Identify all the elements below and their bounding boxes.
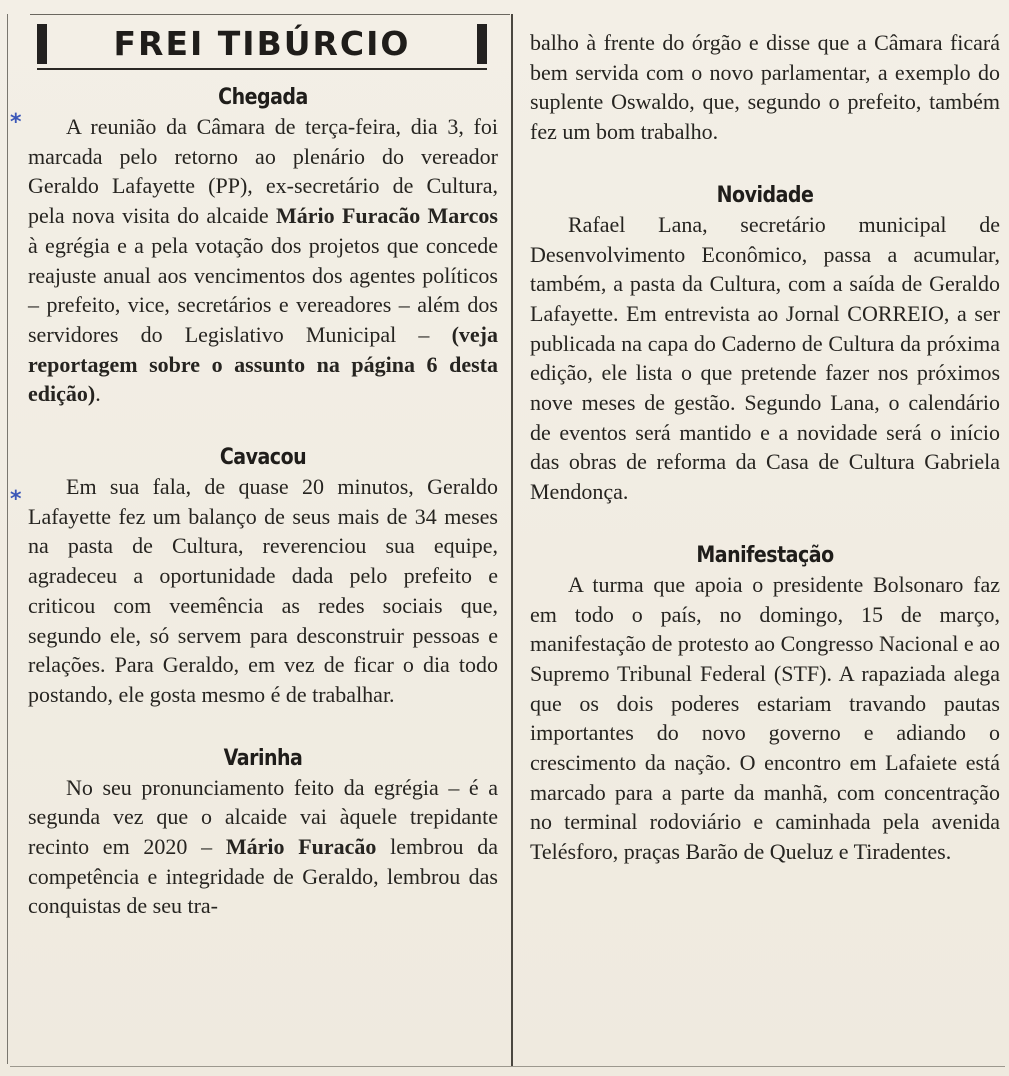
bold-name: Mário Furacão (225, 834, 377, 860)
right-column (530, 28, 1000, 867)
body-text: No seu pronunciamento feito da egrégia – é a segunda vez que o alcaide vai àquele trepidante recinto em 2020 – (28, 774, 498, 860)
section-body: A turma que apoia o presidente Bolsonaro faz em todo o país, no domingo, 15 de março, manifestação de protesto ao Congresso Nacional e ao Supremo Tribunal Federal (STF). A rapaziada alega que os dois poderes estariam travando pautas importantes do novo governo e adiando o crescimento da nação. O encontro em Lafaiete está marcado para a parte da manhã, com concentração no terminal rodoviário e caminhada pela avenida Telésforo, praças Barão de Queluz e Tiradentes. (530, 571, 1000, 865)
section-body (28, 112, 498, 409)
section-heading: Chegada (218, 84, 308, 110)
left-border-rule (7, 14, 8, 1064)
top-border-rule (30, 14, 510, 15)
masthead-left-bar (37, 24, 47, 64)
margin-asterisk-mark: * (10, 487, 22, 512)
section-manifestacao (530, 540, 1000, 867)
bold-reference: (veja reportagem sobre o assunto na página 6 desta edição) (28, 321, 498, 407)
section-body-continuation: balho à frente do órgão e disse que a Câmara ficará bem servida com o novo parlamentar, a exemplo do suplente Oswaldo, que, segundo o prefeito, também fez um bom trabalho. (530, 30, 1000, 145)
section-heading: Novidade (716, 182, 814, 208)
section-heading: Manifestação (696, 542, 834, 568)
margin-asterisk-mark: * (10, 110, 22, 135)
masthead-right-bar (477, 24, 487, 64)
section-cavacou (28, 442, 498, 710)
section-body: Rafael Lana, secretário municipal de Desenvolvimento Econômico, passa a acumular, também, a pasta da Cultura, com a saída de Geraldo Lafayette. Em entrevista ao Jornal CORREIO, a ser publicada na capa do Caderno de Cultura da próxima edição, ele lista o que pretende fazer nos próximos nove meses de gestão. Segundo Lana, o calendário de eventos será mantido e a novidade será o início das obras de reforma da Casa de Cultura Gabriela Mendonça. (530, 211, 1000, 505)
section-varinha (28, 743, 498, 922)
body-text: A reunião da Câmara de terça-feira, dia 3, foi marcada pelo retorno ao plenário do vereador Geraldo Lafayette (PP), ex-secretário de Cultura, pela nova visita do alcaide (28, 114, 498, 229)
body-text: à egrégia e a pela votação dos projetos que concede reajuste anual aos vencimentos dos agentes políticos – prefeito, vice, secretários e vereadores – além dos servidores do Legislativo Municipal – (28, 232, 498, 347)
body-text: lembrou da competência e integridade de Geraldo, lembrou das conquistas de seu tra- (28, 834, 498, 919)
section-body: Em sua fala, de quase 20 minutos, Geraldo Lafayette fez um balanço de seus mais de 34 meses na pasta de Cultura, reverenciou sua equipe, agradeceu a oportunidade dada pelo prefeito e criticou com veemência as redes sociais que, segundo ele, só servem para desconstruir pessoas e relações. Para Geraldo, em vez de ficar o dia todo postando, ele gosta mesmo é de trabalhar. (28, 474, 498, 707)
column-masthead (37, 22, 487, 70)
bottom-border-rule (10, 1066, 1005, 1067)
section-novidade (530, 180, 1000, 507)
column-title: FREI TIBÚRCIO (113, 24, 411, 63)
body-text: . (95, 381, 101, 407)
left-column (28, 82, 498, 921)
section-chegada (28, 82, 498, 409)
section-heading: Varinha (223, 745, 303, 771)
column-divider (511, 14, 513, 1066)
bold-name: Mário Furacão Marcos (276, 203, 498, 229)
section-body (28, 773, 498, 922)
section-heading: Cavacou (219, 444, 307, 470)
